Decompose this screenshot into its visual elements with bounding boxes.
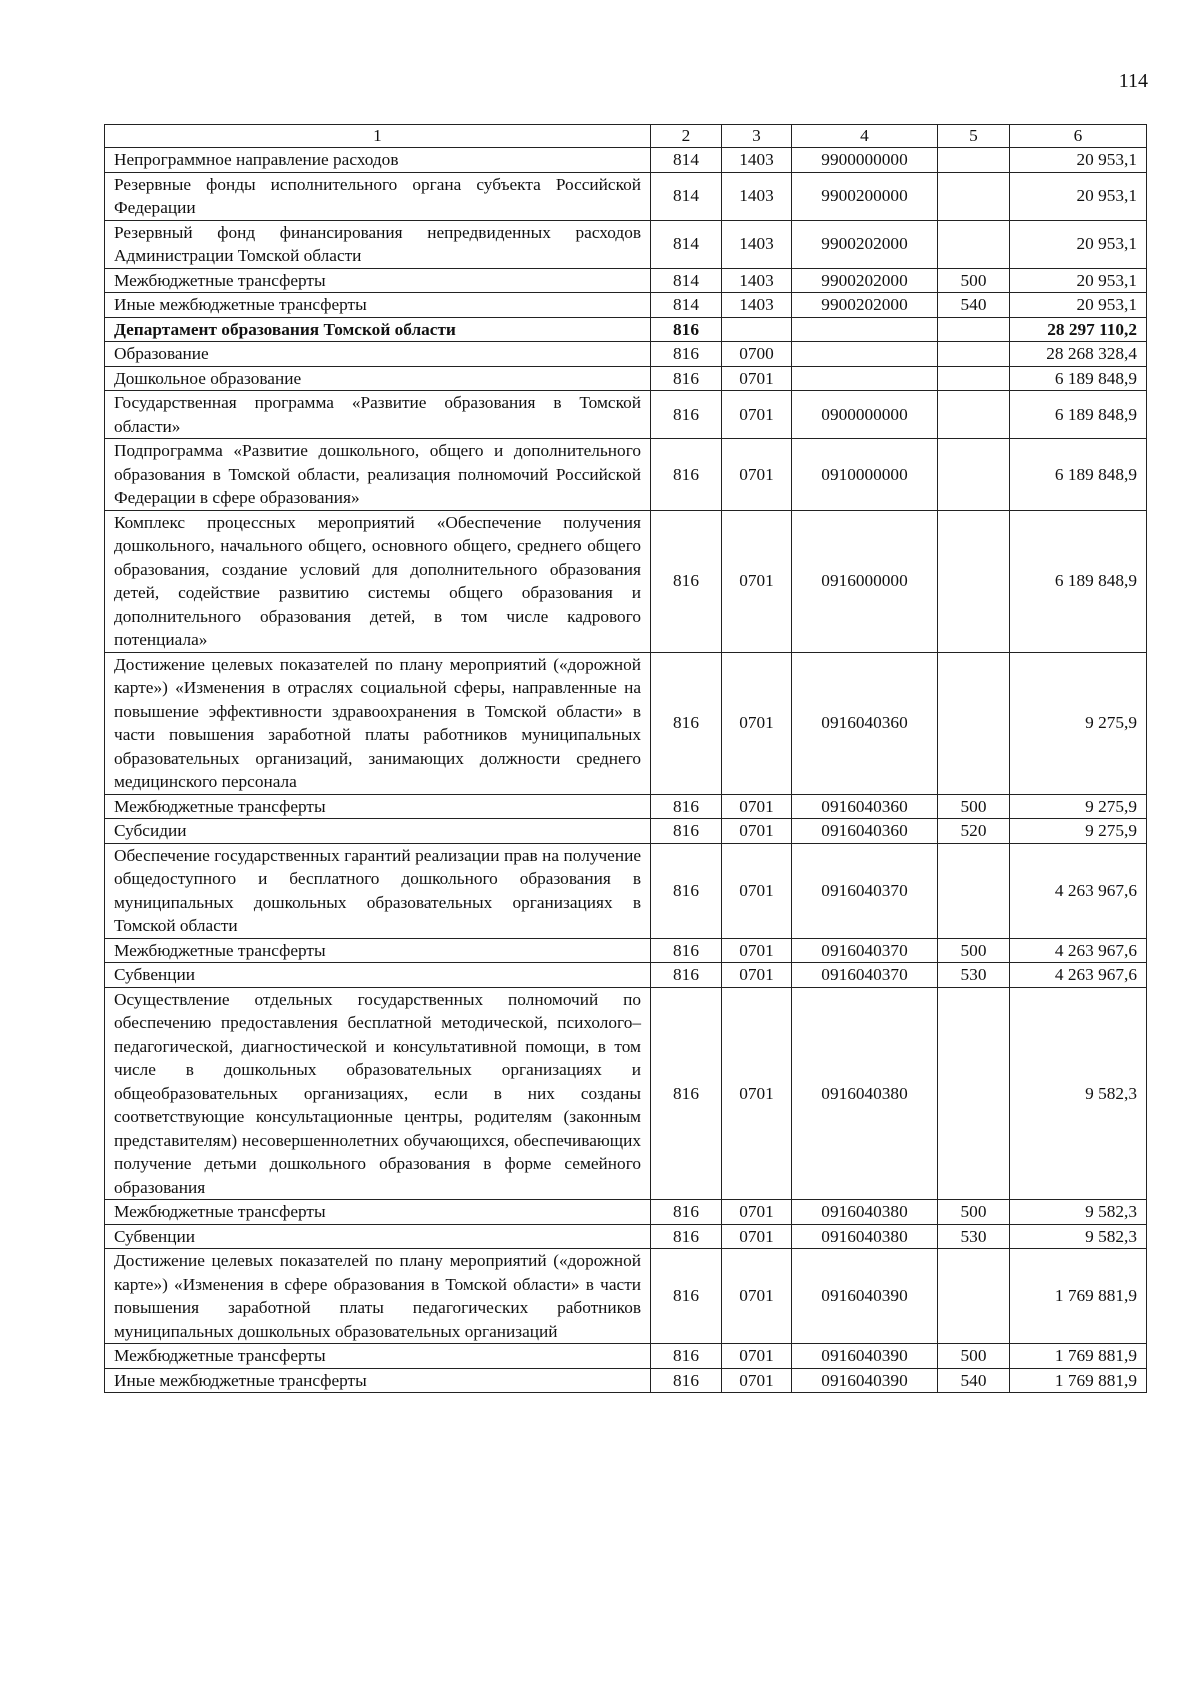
row-grbs-cell: 816 (651, 317, 722, 342)
row-section-cell: 0701 (722, 366, 792, 391)
row-section-cell: 0701 (722, 963, 792, 988)
table-row (105, 268, 1147, 293)
row-name-cell: Межбюджетные трансферты (105, 938, 651, 963)
row-name-cell: Департамент образования Томской области (105, 317, 651, 342)
row-type-cell: 540 (938, 293, 1010, 318)
row-grbs-cell: 816 (651, 510, 722, 652)
row-amount-cell: 6 189 848,9 (1010, 439, 1147, 511)
row-amount-cell: 4 263 967,6 (1010, 843, 1147, 938)
row-amount-cell: 6 189 848,9 (1010, 391, 1147, 439)
table-row (105, 172, 1147, 220)
row-target-cell: 0916040370 (792, 963, 938, 988)
row-type-cell (938, 843, 1010, 938)
row-section-cell: 0701 (722, 1249, 792, 1344)
table-row (105, 439, 1147, 511)
row-target-cell: 9900202000 (792, 220, 938, 268)
row-type-cell (938, 220, 1010, 268)
header-cell-4: 4 (792, 125, 938, 148)
row-target-cell: 0916040370 (792, 938, 938, 963)
header-cell-6: 6 (1010, 125, 1147, 148)
table-row (105, 342, 1147, 367)
row-name-cell: Межбюджетные трансферты (105, 1344, 651, 1369)
row-target-cell: 0916040390 (792, 1368, 938, 1393)
table-row (105, 1200, 1147, 1225)
row-section-cell: 1403 (722, 148, 792, 173)
row-name-cell: Подпрограмма «Развитие дошкольного, общего и дополнительного образования в Томской области, реализация полномочий Российской Федерации в сфере образования» (105, 439, 651, 511)
table-body (105, 125, 1147, 1393)
row-target-cell: 9900200000 (792, 172, 938, 220)
row-section-cell: 0701 (722, 819, 792, 844)
row-target-cell: 0916040360 (792, 794, 938, 819)
row-target-cell: 0916040380 (792, 1224, 938, 1249)
row-name-cell: Обеспечение государственных гарантий реализации прав на получение общедоступного и бесплатного дошкольного образования в муниципальных дошкольных образовательных организациях в Томской области (105, 843, 651, 938)
row-target-cell: 9900202000 (792, 268, 938, 293)
row-amount-cell: 20 953,1 (1010, 293, 1147, 318)
row-amount-cell: 9 582,3 (1010, 1200, 1147, 1225)
row-name-cell: Субсидии (105, 819, 651, 844)
table-row (105, 510, 1147, 652)
table-row (105, 938, 1147, 963)
table-row (105, 1249, 1147, 1344)
row-amount-cell: 20 953,1 (1010, 268, 1147, 293)
row-grbs-cell: 816 (651, 1249, 722, 1344)
row-grbs-cell: 816 (651, 987, 722, 1200)
row-target-cell: 0916040360 (792, 652, 938, 794)
row-section-cell: 1403 (722, 220, 792, 268)
row-name-cell: Иные межбюджетные трансферты (105, 293, 651, 318)
row-grbs-cell: 816 (651, 938, 722, 963)
row-name-cell: Резервный фонд финансирования непредвиденных расходов Администрации Томской области (105, 220, 651, 268)
row-section-cell: 0701 (722, 391, 792, 439)
row-grbs-cell: 816 (651, 963, 722, 988)
row-grbs-cell: 816 (651, 1344, 722, 1369)
row-section-cell (722, 317, 792, 342)
row-section-cell: 0700 (722, 342, 792, 367)
row-type-cell: 520 (938, 819, 1010, 844)
row-name-cell: Государственная программа «Развитие образования в Томской области» (105, 391, 651, 439)
row-type-cell (938, 1249, 1010, 1344)
page-number: 114 (1118, 70, 1148, 92)
row-amount-cell: 9 275,9 (1010, 652, 1147, 794)
table-row (105, 1224, 1147, 1249)
row-grbs-cell: 816 (651, 439, 722, 511)
row-name-cell: Субвенции (105, 963, 651, 988)
header-cell-1: 1 (105, 125, 651, 148)
table-row (105, 148, 1147, 173)
row-name-cell: Комплекс процессных мероприятий «Обеспечение получения дошкольного, начального общего, основного общего, среднего общего образования, создание условий для дополнительного образования детей, содействие развитию системы общего образования и дополнительного образования детей, в том числе кадрового потенциала» (105, 510, 651, 652)
row-section-cell: 0701 (722, 1224, 792, 1249)
row-amount-cell: 1 769 881,9 (1010, 1249, 1147, 1344)
row-type-cell (938, 172, 1010, 220)
row-type-cell: 500 (938, 268, 1010, 293)
row-target-cell: 9900202000 (792, 293, 938, 318)
row-amount-cell: 20 953,1 (1010, 148, 1147, 173)
table-row (105, 963, 1147, 988)
row-amount-cell: 28 268 328,4 (1010, 342, 1147, 367)
row-grbs-cell: 816 (651, 366, 722, 391)
row-amount-cell: 28 297 110,2 (1010, 317, 1147, 342)
row-type-cell (938, 342, 1010, 367)
row-section-cell: 0701 (722, 843, 792, 938)
row-amount-cell: 1 769 881,9 (1010, 1344, 1147, 1369)
row-section-cell: 1403 (722, 293, 792, 318)
table-row (105, 1344, 1147, 1369)
row-amount-cell: 9 582,3 (1010, 987, 1147, 1200)
row-amount-cell: 4 263 967,6 (1010, 938, 1147, 963)
table-row (105, 794, 1147, 819)
row-type-cell (938, 148, 1010, 173)
row-type-cell: 540 (938, 1368, 1010, 1393)
row-type-cell (938, 391, 1010, 439)
row-type-cell (938, 366, 1010, 391)
row-target-cell: 9900000000 (792, 148, 938, 173)
row-type-cell (938, 987, 1010, 1200)
budget-table (104, 124, 1147, 1393)
row-target-cell: 0916040390 (792, 1249, 938, 1344)
row-target-cell (792, 342, 938, 367)
table-row (105, 987, 1147, 1200)
table-row (105, 220, 1147, 268)
header-cell-3: 3 (722, 125, 792, 148)
table-row (105, 819, 1147, 844)
row-name-cell: Межбюджетные трансферты (105, 268, 651, 293)
row-target-cell (792, 317, 938, 342)
table-row (105, 843, 1147, 938)
table-row (105, 1368, 1147, 1393)
row-target-cell: 0916040380 (792, 987, 938, 1200)
row-name-cell: Достижение целевых показателей по плану мероприятий («дорожной карте») «Изменения в сфере образования в Томской области» в части повышения заработной платы педагогических работников муниципальных дошкольных образовательных организаций (105, 1249, 651, 1344)
row-section-cell: 0701 (722, 652, 792, 794)
row-name-cell: Осуществление отдельных государственных полномочий по обеспечению предоставления бесплатной методической, психолого–педагогической, диагностической и консультативной помощи, в том числе в дошкольных образовательных организациях и общеобразовательных организациях, если в них созданы соответствующие консультационные центры, родителям (законным представителям) несовершеннолетних обучающихся, обеспечивающих получение детьми дошкольного образования в форме семейного образования (105, 987, 651, 1200)
row-amount-cell: 9 582,3 (1010, 1224, 1147, 1249)
row-grbs-cell: 814 (651, 293, 722, 318)
row-section-cell: 1403 (722, 268, 792, 293)
row-target-cell: 0916040390 (792, 1344, 938, 1369)
row-name-cell: Дошкольное образование (105, 366, 651, 391)
row-grbs-cell: 816 (651, 819, 722, 844)
row-amount-cell: 9 275,9 (1010, 819, 1147, 844)
row-grbs-cell: 816 (651, 652, 722, 794)
row-amount-cell: 6 189 848,9 (1010, 510, 1147, 652)
row-section-cell: 1403 (722, 172, 792, 220)
row-grbs-cell: 816 (651, 794, 722, 819)
row-grbs-cell: 814 (651, 220, 722, 268)
row-amount-cell: 1 769 881,9 (1010, 1368, 1147, 1393)
row-name-cell: Образование (105, 342, 651, 367)
row-section-cell: 0701 (722, 1368, 792, 1393)
row-name-cell: Достижение целевых показателей по плану мероприятий («дорожной карте») «Изменения в отраслях социальной сферы, направленные на повышение эффективности здравоохранения в Томской области» в части повышения заработной платы работников муниципальных образовательных организаций, занимающих должности среднего медицинского персонала (105, 652, 651, 794)
row-section-cell: 0701 (722, 938, 792, 963)
row-type-cell (938, 317, 1010, 342)
row-target-cell (792, 366, 938, 391)
row-name-cell: Резервные фонды исполнительного органа субъекта Российской Федерации (105, 172, 651, 220)
row-type-cell: 500 (938, 1344, 1010, 1369)
header-cell-2: 2 (651, 125, 722, 148)
row-target-cell: 0900000000 (792, 391, 938, 439)
row-type-cell: 530 (938, 963, 1010, 988)
row-type-cell: 500 (938, 1200, 1010, 1225)
row-target-cell: 0916040360 (792, 819, 938, 844)
row-name-cell: Иные межбюджетные трансферты (105, 1368, 651, 1393)
header-cell-5: 5 (938, 125, 1010, 148)
row-name-cell: Непрограммное направление расходов (105, 148, 651, 173)
row-target-cell: 0916040380 (792, 1200, 938, 1225)
row-name-cell: Субвенции (105, 1224, 651, 1249)
row-grbs-cell: 816 (651, 1224, 722, 1249)
row-section-cell: 0701 (722, 510, 792, 652)
row-type-cell (938, 510, 1010, 652)
row-grbs-cell: 816 (651, 391, 722, 439)
row-section-cell: 0701 (722, 794, 792, 819)
row-target-cell: 0916040370 (792, 843, 938, 938)
row-target-cell: 0916000000 (792, 510, 938, 652)
table-header-row (105, 125, 1147, 148)
row-section-cell: 0701 (722, 1344, 792, 1369)
row-type-cell: 530 (938, 1224, 1010, 1249)
table-row (105, 391, 1147, 439)
row-name-cell: Межбюджетные трансферты (105, 1200, 651, 1225)
row-type-cell: 500 (938, 794, 1010, 819)
row-grbs-cell: 814 (651, 268, 722, 293)
table-row (105, 652, 1147, 794)
row-section-cell: 0701 (722, 987, 792, 1200)
row-amount-cell: 4 263 967,6 (1010, 963, 1147, 988)
row-grbs-cell: 816 (651, 1368, 722, 1393)
row-grbs-cell: 816 (651, 342, 722, 367)
row-grbs-cell: 816 (651, 1200, 722, 1225)
row-target-cell: 0910000000 (792, 439, 938, 511)
row-amount-cell: 20 953,1 (1010, 172, 1147, 220)
row-section-cell: 0701 (722, 439, 792, 511)
row-name-cell: Межбюджетные трансферты (105, 794, 651, 819)
row-section-cell: 0701 (722, 1200, 792, 1225)
row-type-cell (938, 652, 1010, 794)
row-amount-cell: 6 189 848,9 (1010, 366, 1147, 391)
row-grbs-cell: 814 (651, 148, 722, 173)
row-amount-cell: 20 953,1 (1010, 220, 1147, 268)
table-row (105, 366, 1147, 391)
table-row (105, 317, 1147, 342)
row-type-cell (938, 439, 1010, 511)
row-grbs-cell: 814 (651, 172, 722, 220)
row-amount-cell: 9 275,9 (1010, 794, 1147, 819)
table-row (105, 293, 1147, 318)
row-grbs-cell: 816 (651, 843, 722, 938)
row-type-cell: 500 (938, 938, 1010, 963)
